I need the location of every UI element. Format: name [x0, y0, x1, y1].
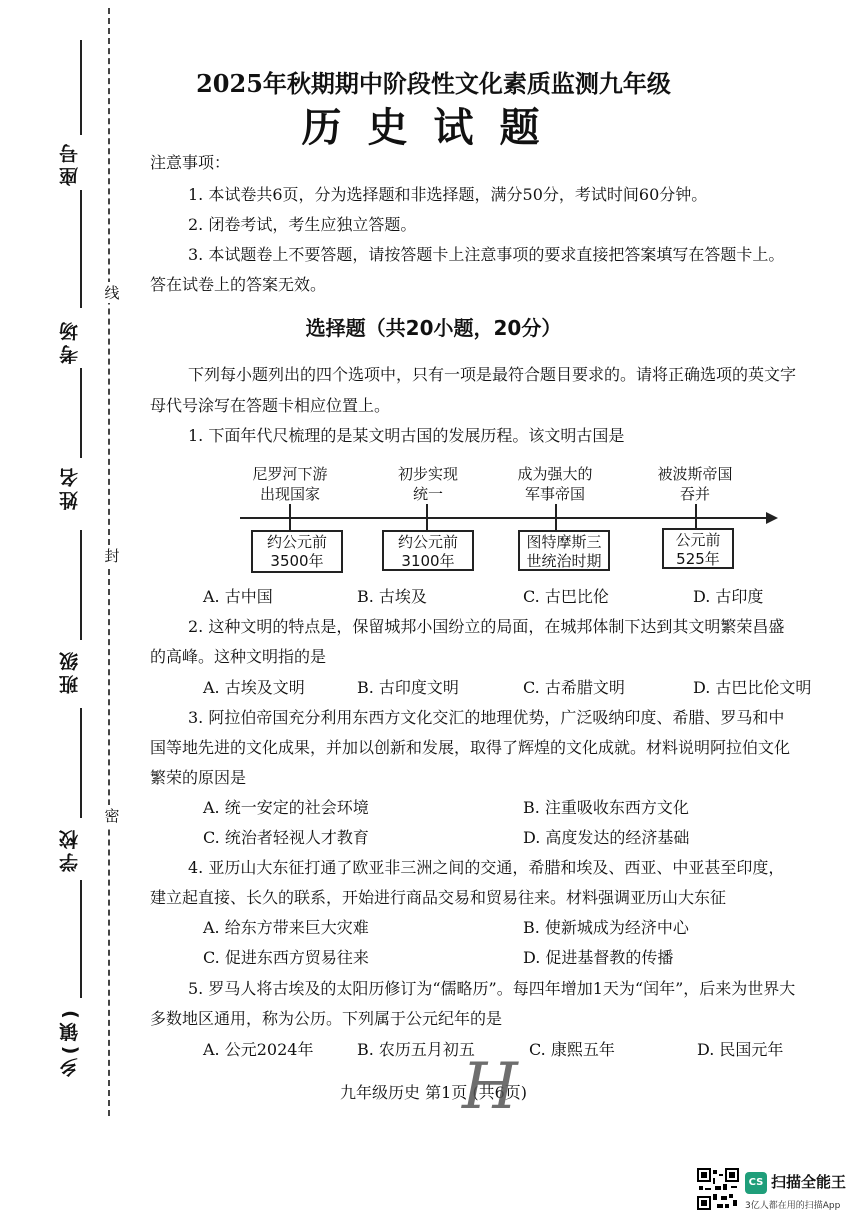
school-label: 学校 — [59, 826, 81, 872]
question-4-stem: 建立起直接、长久的联系，开始进行商品交易和贸易往来。材料强调亚历山大东征 — [150, 888, 727, 907]
question-3-option-a[interactable]: A. 统一安定的社会环境 — [203, 798, 369, 817]
timeline-date-text: 图特摩斯三 — [526, 533, 602, 551]
question-2-option-a[interactable]: A. 古埃及文明 — [203, 678, 305, 697]
timeline-event-label — [380, 464, 476, 504]
timeline-event-text: 吞并 — [679, 485, 710, 503]
page-footer: 九年级历史 第1页 (共6页) — [339, 1083, 528, 1102]
township-label: 乡(镇) — [59, 1006, 81, 1078]
seal-line-char: 线 — [104, 284, 120, 302]
seat-number-label: 座号 — [59, 140, 81, 186]
timeline-event-label — [500, 464, 610, 504]
timeline-tick — [426, 504, 428, 530]
question-3-option-d[interactable]: D. 高度发达的经济基础 — [523, 828, 690, 847]
seal-seal-char: 封 — [104, 547, 120, 565]
question-3-stem: 3. 阿拉伯帝国充分利用东西方文化交汇的地理优势，广泛吸纳印度、希腊、罗马和中 — [188, 708, 785, 727]
timeline-date-box — [382, 530, 474, 571]
exam-room-field[interactable] — [80, 190, 82, 308]
question-2-option-d[interactable]: D. 古巴比伦文明 — [693, 678, 812, 697]
scanner-logo-icon: CS — [745, 1172, 767, 1194]
question-5-stem: 5. 罗马人将古埃及的太阳历修订为“儒略历”。每四年增加1天为“闰年”，后来为世界大 — [188, 979, 796, 998]
question-4-option-a[interactable]: A. 给东方带来巨大灾难 — [203, 918, 369, 937]
timeline-tick — [695, 504, 697, 530]
timeline-arrow — [766, 512, 778, 524]
name-label: 姓名 — [59, 464, 81, 510]
class-field[interactable] — [80, 530, 82, 640]
question-3-stem: 繁荣的原因是 — [150, 768, 247, 787]
notice-item: 答在试卷上的答案无效。 — [150, 275, 327, 294]
section-instruction: 下列每小题列出的四个选项中，只有一项是最符合题目要求的。请将正确选项的英文字 — [188, 365, 797, 384]
question-2-option-b[interactable]: B. 古印度文明 — [357, 678, 459, 697]
timeline-event-text: 被波斯帝国 — [657, 465, 733, 483]
timeline-event-text: 初步实现 — [397, 465, 458, 483]
question-3-option-c[interactable]: C. 统治者轻视人才教育 — [203, 828, 369, 847]
timeline-date-text: 525年 — [676, 550, 720, 568]
scanner-tagline: 3亿人都在用的扫描App — [745, 1201, 841, 1211]
subject-title: 历史试题 — [301, 104, 566, 151]
question-4-option-d[interactable]: D. 促进基督教的传播 — [523, 948, 674, 967]
timeline-date-box — [662, 528, 734, 569]
question-2-stem: 的高峰。这种文明指的是 — [150, 647, 327, 666]
timeline-event-text: 统一 — [412, 485, 443, 503]
timeline-tick — [289, 504, 291, 530]
qr-code-icon — [697, 1168, 739, 1210]
timeline-date-box — [251, 530, 343, 573]
timeline-event-text: 军事帝国 — [524, 485, 585, 503]
timeline-event-text: 尼罗河下游 — [252, 465, 328, 483]
timeline-date-box — [518, 530, 610, 571]
question-1-option-d[interactable]: D. 古印度 — [693, 587, 764, 606]
question-5-option-b[interactable]: B. 农历五月初五 — [357, 1040, 475, 1059]
notice-item: 3. 本试题卷上不要答题，请按答题卡上注意事项的要求直接把答案填写在答题卡上。 — [188, 245, 785, 264]
timeline-axis — [240, 517, 770, 519]
seal-secret-char: 密 — [104, 807, 120, 825]
timeline-date-text: 3100年 — [401, 552, 455, 570]
timeline-date-text: 公元前 — [675, 531, 721, 549]
question-3-stem: 国等地先进的文化成果，并加以创新和发展，取得了辉煌的文化成就。材料说明阿拉伯文化 — [150, 738, 791, 757]
question-5-stem: 多数地区通用，称为公历。下列属于公元纪年的是 — [150, 1009, 503, 1028]
timeline-date-text: 3500年 — [270, 552, 324, 570]
question-2-stem: 2. 这种文明的特点是，保留城邦小国纷立的局面，在城邦体制下达到其文明繁荣昌盛 — [188, 617, 785, 636]
class-label: 班级 — [59, 648, 81, 694]
township-field[interactable] — [80, 880, 82, 998]
timeline-event-text: 成为强大的 — [517, 465, 593, 483]
question-2-option-c[interactable]: C. 古希腊文明 — [523, 678, 625, 697]
notice-item: 1. 本试卷共6页，分为选择题和非选择题，满分50分，考试时间60分钟。 — [188, 185, 708, 204]
question-1-option-c[interactable]: C. 古巴比伦 — [523, 587, 609, 606]
timeline-date-text: 世统治时期 — [526, 552, 602, 570]
scanner-app-name: 扫描全能王 — [771, 1173, 847, 1191]
section-title: 选择题（共20小题，20分） — [305, 316, 562, 340]
question-5-option-c[interactable]: C. 康熙五年 — [529, 1040, 615, 1059]
notice-heading: 注意事项： — [150, 153, 231, 172]
question-4-stem: 4. 亚历山大东征打通了欧亚非三洲之间的交通，希腊和埃及、西亚、中亚甚至印度， — [188, 858, 785, 877]
timeline-event-label — [238, 464, 342, 504]
timeline-date-text: 约公元前 — [266, 533, 327, 551]
question-5-option-d[interactable]: D. 民国元年 — [697, 1040, 784, 1059]
question-4-option-c[interactable]: C. 促进东西方贸易往来 — [203, 948, 369, 967]
question-3-option-b[interactable]: B. 注重吸收东西方文化 — [523, 798, 689, 817]
timeline-event-label — [640, 464, 750, 504]
exam-title: 2025年秋期期中阶段性文化素质监测九年级 — [196, 69, 671, 98]
question-1-option-a[interactable]: A. 古中国 — [203, 587, 273, 606]
question-5-option-a[interactable]: A. 公元2024年 — [203, 1040, 314, 1059]
timeline-date-text: 约公元前 — [397, 533, 458, 551]
question-1-stem: 1. 下面年代尺梳理的是某文明古国的发展历程。该文明古国是 — [188, 426, 625, 445]
version-mark: H — [462, 1050, 518, 1124]
name-field[interactable] — [80, 368, 82, 458]
school-field[interactable] — [80, 708, 82, 818]
question-1-option-b[interactable]: B. 古埃及 — [357, 587, 427, 606]
notice-item: 2. 闭卷考试，考生应独立答题。 — [188, 215, 417, 234]
section-instruction: 母代号涂写在答题卡相应位置上。 — [150, 396, 391, 415]
timeline-event-text: 出现国家 — [259, 485, 320, 503]
timeline-tick — [555, 504, 557, 530]
exam-room-label: 考场 — [59, 318, 81, 364]
question-4-option-b[interactable]: B. 使新城成为经济中心 — [523, 918, 689, 937]
